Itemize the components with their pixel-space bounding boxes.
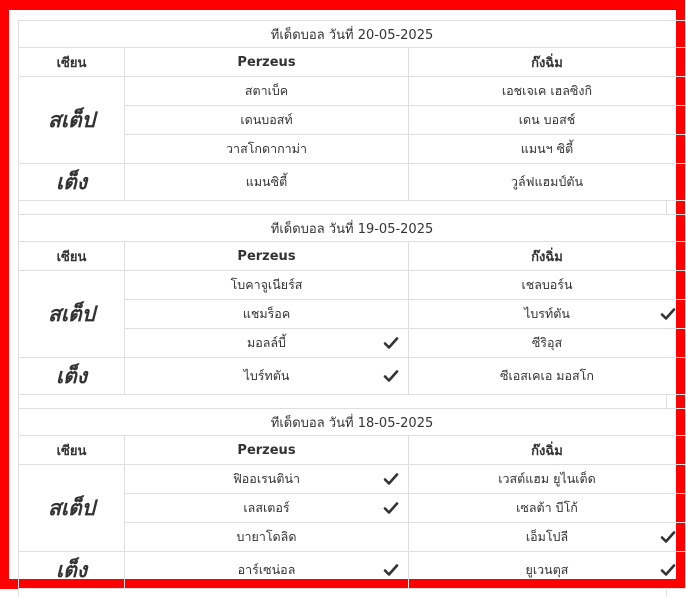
header-sian: เซียน [19, 48, 125, 77]
pick-perzeus [125, 106, 409, 135]
pick-label: เชลบอร์น [521, 277, 573, 292]
pick-label: เซลต้า บีโก้ [516, 500, 578, 515]
pick-label: วาสโกดากาม่า [226, 141, 307, 156]
pick-label: ไบรท์ตัน [524, 306, 570, 321]
pick-kongchim [409, 77, 686, 106]
pick-label: แมนซิตี้ [245, 174, 288, 189]
pick-label: ซีริอุส [531, 335, 563, 350]
pick-label: สตาเบ็ค [244, 83, 289, 98]
header-perzeus: Perzeus [125, 242, 409, 271]
header-row [19, 48, 686, 77]
pick-kongchim [409, 465, 686, 494]
pick-perzeus [125, 329, 409, 358]
pick-perzeus [125, 552, 409, 589]
check-icon [661, 531, 675, 543]
header-sian: เซียน [19, 436, 125, 465]
pick-perzeus [125, 164, 409, 201]
pick-kongchim [409, 329, 686, 358]
pick-kongchim [409, 164, 686, 201]
pick-kongchim [409, 523, 686, 552]
pick-perzeus [125, 77, 409, 106]
pick-kongchim [409, 106, 686, 135]
pick-perzeus [125, 300, 409, 329]
pick-label: เดน บอสช์ [518, 112, 576, 127]
category-step: สเต็ป [19, 465, 125, 552]
pick-label: แชมร็อค [242, 306, 291, 321]
day-title-row [19, 21, 686, 48]
header-kongchim: ก๊งฉิ่ม [409, 242, 686, 271]
pick-label: เลสเตอร์ [243, 500, 290, 515]
pick-perzeus [125, 494, 409, 523]
pick-perzeus [125, 358, 409, 395]
pick-kongchim [409, 358, 686, 395]
day-table [18, 20, 686, 201]
header-perzeus: Perzeus [125, 436, 409, 465]
pick-label: เอ็มโปลี [525, 529, 569, 544]
header-kongchim: ก๊งฉิ่ม [409, 48, 686, 77]
header-kongchim: ก๊งฉิ่ม [409, 436, 686, 465]
day-table [18, 214, 686, 395]
pick-label: ฟิออเรนติน่า [232, 471, 301, 486]
table-row [19, 164, 686, 201]
pick-label: เวสต์แฮม ยูไนเต็ด [498, 471, 596, 486]
pick-label: โบคาจูเนียร์ส [230, 277, 303, 292]
pick-label: วูล์ฟแฮมป์ตัน [510, 174, 584, 189]
category-teng: เต็ง [19, 552, 125, 589]
pick-kongchim [409, 494, 686, 523]
table-row [19, 465, 686, 494]
section-gap [18, 201, 667, 214]
section-gap [18, 395, 667, 408]
category-step: สเต็ป [19, 77, 125, 164]
pick-label: ยูเวนตุส [525, 562, 569, 577]
day-title: ทีเด็ดบอล วันที่ 20-05-2025 [19, 21, 686, 48]
category-teng: เต็ง [19, 164, 125, 201]
day-table [18, 408, 686, 589]
category-teng: เต็ง [19, 358, 125, 395]
pick-label: มอลล์บี้ [246, 335, 286, 350]
day-title: ทีเด็ดบอล วันที่ 18-05-2025 [19, 409, 686, 436]
header-row [19, 242, 686, 271]
pick-label: ไบร์ทตัน [243, 368, 290, 383]
pick-kongchim [409, 135, 686, 164]
table-row [19, 77, 686, 106]
check-icon [384, 502, 398, 514]
check-icon [384, 370, 398, 382]
tips-container [18, 20, 667, 582]
header-perzeus: Perzeus [125, 48, 409, 77]
day-title: ทีเด็ดบอล วันที่ 19-05-2025 [19, 215, 686, 242]
pick-label: เดนบอสท์ [240, 112, 293, 127]
check-icon [384, 564, 398, 576]
category-step: สเต็ป [19, 271, 125, 358]
pick-label: บายาโดลิด [236, 529, 297, 544]
pick-label: แมนฯ ซิตี้ [520, 141, 574, 156]
day-title-row [19, 409, 686, 436]
pick-kongchim [409, 300, 686, 329]
pick-perzeus [125, 523, 409, 552]
table-row [19, 358, 686, 395]
pick-label: เอชเจเค เฮลซิงกิ [501, 83, 593, 98]
table-row [19, 271, 686, 300]
check-icon [384, 473, 398, 485]
check-icon [661, 308, 675, 320]
pick-perzeus [125, 135, 409, 164]
table-row [19, 552, 686, 589]
pick-label: อาร์เซน่อล [237, 562, 296, 577]
check-icon [661, 564, 675, 576]
check-icon [384, 337, 398, 349]
section-gap [18, 589, 667, 597]
day-title-row [19, 215, 686, 242]
pick-kongchim [409, 271, 686, 300]
header-row [19, 436, 686, 465]
header-sian: เซียน [19, 242, 125, 271]
pick-perzeus [125, 271, 409, 300]
pick-perzeus [125, 465, 409, 494]
pick-kongchim [409, 552, 686, 589]
pick-label: ซีเอสเคเอ มอสโก [500, 368, 594, 383]
